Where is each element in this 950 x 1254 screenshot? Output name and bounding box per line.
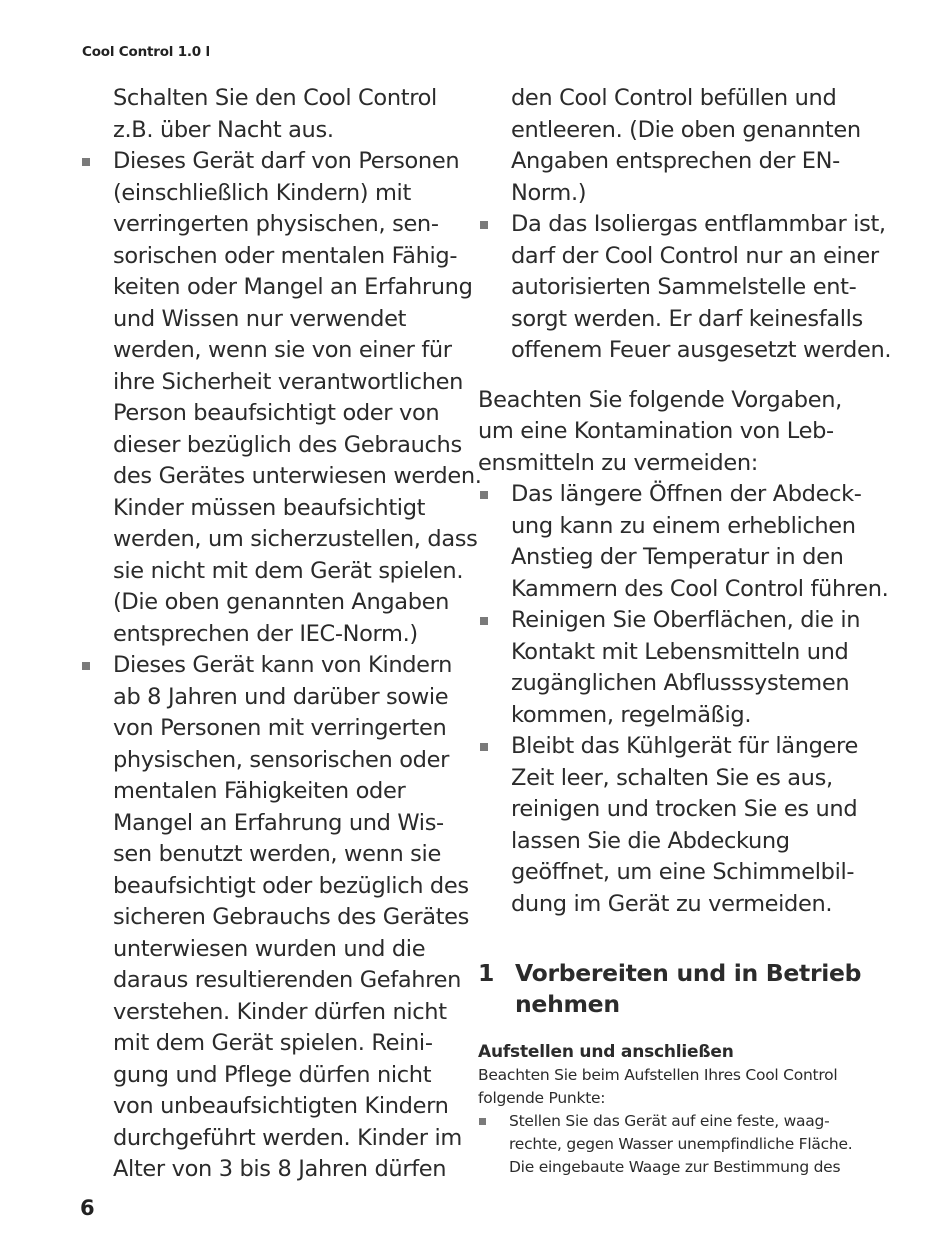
square-bullet-icon [82, 158, 90, 166]
square-bullet-icon [480, 617, 488, 625]
bullet-line: ab 8 Jahren und darüber sowie [113, 683, 449, 710]
bullet-line: Zeit leer, schalten Sie es aus, [511, 764, 833, 791]
bullet-line: (einschließlich Kindern) mit [113, 179, 411, 206]
bullet-line: autorisierten Sammelstelle ent- [511, 274, 857, 300]
subsection-heading: Aufstellen und anschließen [478, 1042, 734, 1062]
section-number: 1 [478, 959, 495, 987]
bullet-item [478, 731, 873, 920]
bullet-line: sicheren Gebrauchs des Gerätes [113, 904, 470, 930]
bullet-line: Dieses Gerät kann von Kindern [113, 652, 453, 678]
bullet-line: Mangel an Erfahrung und Wis- [113, 809, 444, 836]
bullet-line: verringerten physischen, sen- [113, 211, 439, 237]
bullet-line: Kammern des Cool Control führen. [511, 575, 889, 602]
bullet-item [478, 1110, 873, 1179]
bullet-line: offenem Feuer ausgesetzt werden. [511, 337, 892, 363]
bullet-line: Da das Isoliergas entflammbar ist, [511, 211, 886, 237]
section-heading: 1 Vorbereiten und in Betrieb nehmen [478, 959, 862, 1018]
bullet-line: Dieses Gerät darf von Personen [113, 148, 460, 174]
bullet-line: von Personen mit verringerten [113, 715, 447, 741]
bullet-line: werden, wenn sie von einer für [113, 337, 452, 363]
bullet-line: sie nicht mit dem Gerät spielen. [113, 557, 464, 584]
page-number: 6 [80, 1196, 95, 1220]
bullet-line: dieser bezüglich des Gebrauchs [113, 431, 462, 458]
bullet-item [80, 146, 482, 650]
bullet-line: keiten oder Mangel an Erfahrung [113, 274, 473, 300]
square-bullet-icon [480, 221, 488, 229]
bullet-line: zugänglichen Abflusssystemen [511, 670, 850, 696]
bullet-line: mentalen Fähigkeiten oder [113, 778, 406, 804]
bullet-line: sen benutzt werden, wenn sie [113, 841, 441, 867]
running-header: Cool Control 1.0 l [82, 44, 210, 60]
bullet-line: ihre Sicherheit verantwortlichen [113, 368, 464, 395]
bullet-line: rechte, gegen Wasser unempfindliche Fläche. [509, 1135, 853, 1153]
bullet-line: mit dem Gerät spielen. Reini- [113, 1030, 433, 1056]
subsection-intro: Beachten Sie beim Aufstellen Ihres Cool Control folgende Punkte: [478, 1066, 838, 1107]
bullet-line: unterwiesen wurden und die [113, 935, 426, 962]
continuation-text: Schalten Sie den Cool Control z.B. über Nacht aus. [113, 85, 437, 143]
bullet-item [478, 209, 892, 367]
bullet-line: ung kann zu einem erheblichen [511, 512, 856, 539]
bullet-line: dung im Gerät zu vermeiden. [511, 890, 833, 917]
bullet-line: verstehen. Kinder dürfen nicht [113, 998, 447, 1025]
bullet-line: kommen, regelmäßig. [511, 701, 752, 728]
bullet-line: Reinigen Sie Oberflächen, die in [511, 607, 861, 633]
square-bullet-icon [82, 662, 90, 670]
bullet-line: sorgt werden. Er darf keinesfalls [511, 305, 863, 332]
left-column [80, 83, 482, 1186]
bullet-line: (Die oben genannten Angaben [113, 589, 450, 615]
bullet-line: und Wissen nur verwendet [113, 305, 407, 332]
bullet-line: Das längere Öffnen der Abdeck- [511, 481, 862, 507]
bullet-line: entsprechen der IEC-Norm.) [113, 620, 418, 647]
bullet-line: werden, um sicherzustellen, dass [113, 526, 478, 552]
right-column [478, 83, 892, 1179]
bullet-line: lassen Sie die Abdeckung [511, 827, 790, 854]
bullet-line: reinigen und trocken Sie es und [511, 796, 858, 822]
bullet-line: daraus resultierenden Gefahren [113, 967, 461, 993]
bullet-line: Kinder müssen beaufsichtigt [113, 494, 426, 521]
bullet-line: Bleibt das Kühlgerät für längere [511, 733, 858, 759]
bullet-line: Kontakt mit Lebensmitteln und [511, 638, 849, 665]
bullet-line: Stellen Sie das Gerät auf eine feste, waag- [509, 1112, 830, 1130]
bullet-line: durchgeführt werden. Kinder im [113, 1124, 462, 1151]
bullet-line: geöffnet, um eine Schimmelbil- [511, 859, 855, 885]
square-bullet-icon [480, 491, 488, 499]
bullet-line: gung und Pflege dürfen nicht [113, 1061, 432, 1088]
bullet-line: darf der Cool Control nur an einer [511, 242, 879, 269]
bullet-line: des Gerätes unterwiesen werden. [113, 463, 482, 489]
bullet-item [478, 605, 873, 731]
bullet-line: von unbeaufsichtigten Kindern [113, 1093, 449, 1119]
square-bullet-icon [479, 1118, 486, 1125]
bullet-line: Anstieg der Temperatur in den [511, 544, 844, 570]
intro-paragraph: Beachten Sie folgende Vorgaben, um eine Kontamination von Leb- ensmitteln zu vermeiden: [478, 386, 842, 476]
bullet-line: Alter von 3 bis 8 Jahren dürfen [113, 1156, 447, 1182]
bullet-line: sorischen oder mentalen Fähig- [113, 242, 458, 269]
bullet-line: beaufsichtigt oder bezüglich des [113, 872, 469, 899]
bullet-line: Person beaufsichtigt oder von [113, 400, 440, 426]
bullet-line: Die eingebaute Waage zur Bestimmung des [509, 1158, 841, 1176]
bullet-line: physischen, sensorischen oder [113, 746, 450, 773]
square-bullet-icon [480, 743, 488, 751]
bullet-item [478, 479, 889, 605]
continuation-text: den Cool Control befüllen und entleeren. (Die oben genannten Angaben entsprechen der EN- Norm.) [511, 85, 861, 206]
bullet-item [80, 650, 470, 1186]
